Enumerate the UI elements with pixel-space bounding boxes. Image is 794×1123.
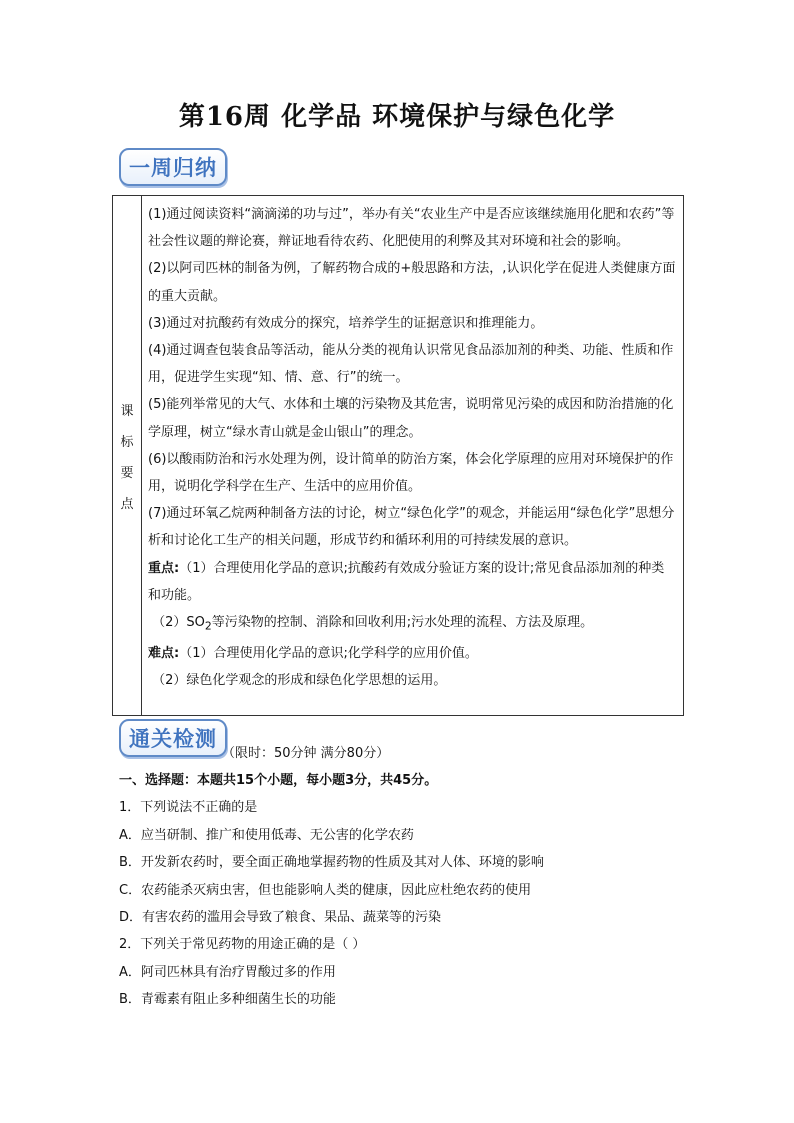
objective-item: (1)通过阅读资料“滴滴涕的功与过”，举办有关“农业生产中是否应该继续施用化肥和农药”等社会性议题的辩论赛，辩证地看待农药、化肥使用的利弊及其对环境和社会的影响。 <box>148 207 675 250</box>
question-line: D．有害农药的滥用会导致了粮食、果品、蔬菜等的污染 <box>119 910 442 926</box>
question-line: 2．下列关于常见药物的用途正确的是（ ） <box>119 937 366 953</box>
key-label: 重点: <box>148 560 180 576</box>
side-char: 点 <box>120 496 134 512</box>
difficulty-2 <box>148 667 677 694</box>
objective-item: (6)以酸雨防治和污水处理为例，设计简单的防治方案，体会化学原理的应用对环境保护的作用，说明化学科学在生产、生活中的应用价值。 <box>148 451 674 495</box>
objective-item: (4)通过调查包装食品等活动，能从分类的视角认识常见食品添加剂的种类、功能、性质和作用，促进学生实现“知、情、意、行”的统一。 <box>148 343 674 386</box>
question-line: B．青霉素有阻止多种细菌生长的功能 <box>119 992 336 1008</box>
difficulty-1 <box>148 640 677 667</box>
objective-item: (3)通过对抗酸药有效成分的探究，培养学生的证据意识和推理能力。 <box>148 315 544 331</box>
key-sub: 2 <box>204 619 212 633</box>
objectives-content <box>142 196 683 715</box>
page-title: 第16周 化学品 环境保护与绿色化学 <box>178 102 616 132</box>
key-text-post: 等污染物的控制、消除和回收利用;污水处理的流程、方法及原理。 <box>211 615 594 631</box>
time-limit: （限时：50分钟 满分80分） <box>222 746 390 761</box>
objective-item: (7)通过环氧乙烷两种制备方法的讨论，树立“绿色化学”的观念，并能运用“绿色化学”思想分析和讨论化工生产的相关问题，形成节约和循环利用的可持续发展的意识。 <box>148 506 675 549</box>
objective-item: (5)能列举常见的大气、水体和土壤的污染物及其危害，说明常见污染的成因和防治措施的化学原理，树立“绿水青山就是金山银山”的理念。 <box>148 397 674 440</box>
key-text-pre: （2）SO <box>152 615 205 631</box>
objective-item: (2)以阿司匹林的制备为例，了解药物合成的+般思路和方法，,认识化学在促进人类健康方面的重大贡献。 <box>148 261 676 304</box>
questions <box>119 767 719 1014</box>
question-line: B．开发新农药时，要全面正确地掌握药物的性质及其对人体、环境的影响 <box>119 855 544 871</box>
side-char: 课 <box>120 403 134 419</box>
key-text: （1）合理使用化学品的意识;抗酸药有效成分验证方案的设计;常见食品添加剂的种类和功能。 <box>148 560 665 603</box>
objectives-table <box>112 195 684 716</box>
question-line: A．应当研制、推广和使用低毒、无公害的化学农药 <box>119 827 414 843</box>
check-badge: 通关检测 <box>119 719 227 757</box>
question-line: A．阿司匹林具有治疗胃酸过多的作用 <box>119 964 336 980</box>
difficulty-label: 难点: <box>148 645 180 661</box>
side-char: 要 <box>120 465 134 481</box>
side-char: 标 <box>120 434 134 450</box>
summary-badge: 一周归纳 <box>119 148 227 186</box>
difficulty-text: （1）合理使用化学品的意识;化学科学的应用价值。 <box>179 645 478 661</box>
key-points-2 <box>148 609 677 640</box>
question-line: 1．下列说法不正确的是 <box>119 800 258 816</box>
key-points-1 <box>148 555 677 609</box>
section-heading: 一、选择题：本题共15个小题，每小题3分，共45分。 <box>119 773 438 788</box>
side-label <box>113 196 142 715</box>
difficulty-text: （2）绿色化学观念的形成和绿色化学思想的运用。 <box>152 673 447 689</box>
question-line: C．农药能杀灭病虫害，但也能影响人类的健康，因此应杜绝农药的使用 <box>119 882 532 898</box>
